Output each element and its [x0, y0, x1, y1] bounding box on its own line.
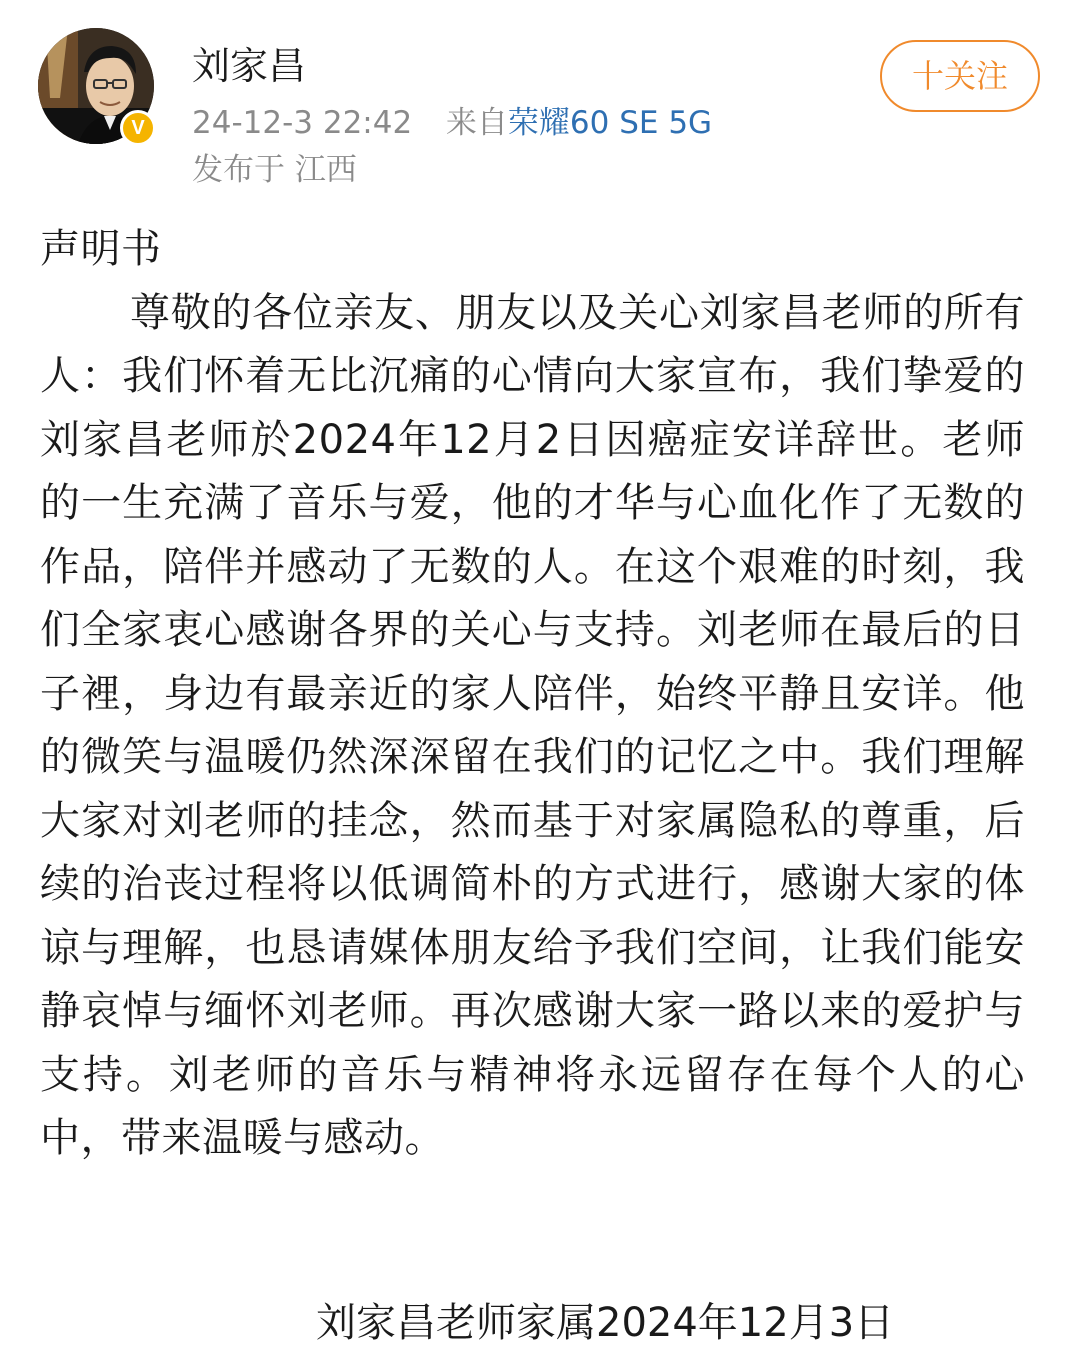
device-link[interactable]: 荣耀60 SE 5G: [507, 105, 713, 141]
post-body: 尊敬的各位亲友、朋友以及关心刘家昌老师的所有人：我们怀着无比沉痛的心情向大家宣布，我们挚爱的刘家昌老师於2024年12月2日因癌症安详辞世。老师的一生充满了音乐与爱，他的才华与心血化作了无数的作品，陪伴并感动了无数的人。在这个艰难的时刻，我们全家衷心感谢各界的关心与支持。刘老师在最后的日子裡，身边有最亲近的家人陪伴，始终平静且安详。他的微笑与温暖仍然深深留在我们的记忆之中。我们理解大家对刘老师的挂念，然而基于对家属隐私的尊重，后续的治丧过程将以低调简朴的方式进行，感谢大家的体谅与理解，也恳请媒体朋友给予我们空间，让我们能安静哀悼与缅怀刘老师。再次感谢大家一路以来的爱护与支持。刘老师的音乐与精神将永远留存在每个人的心中，带来温暖与感动。: [40, 289, 1025, 1161]
post-meta: [192, 101, 712, 145]
follow-button[interactable]: 十关注: [880, 40, 1040, 112]
source-prefix: 来自: [445, 105, 508, 141]
author-name[interactable]: 刘家昌: [192, 44, 307, 88]
post-timestamp: 24-12-3 22:42: [192, 105, 413, 141]
verified-badge-icon: V: [120, 110, 156, 146]
post-content: [40, 218, 1025, 1171]
post-header: [0, 0, 1080, 200]
post-title: 声明书: [40, 226, 162, 272]
post-signature: 刘家昌老师家属2024年12月3日: [316, 1300, 895, 1346]
post-location: 发布于 江西: [192, 152, 357, 188]
